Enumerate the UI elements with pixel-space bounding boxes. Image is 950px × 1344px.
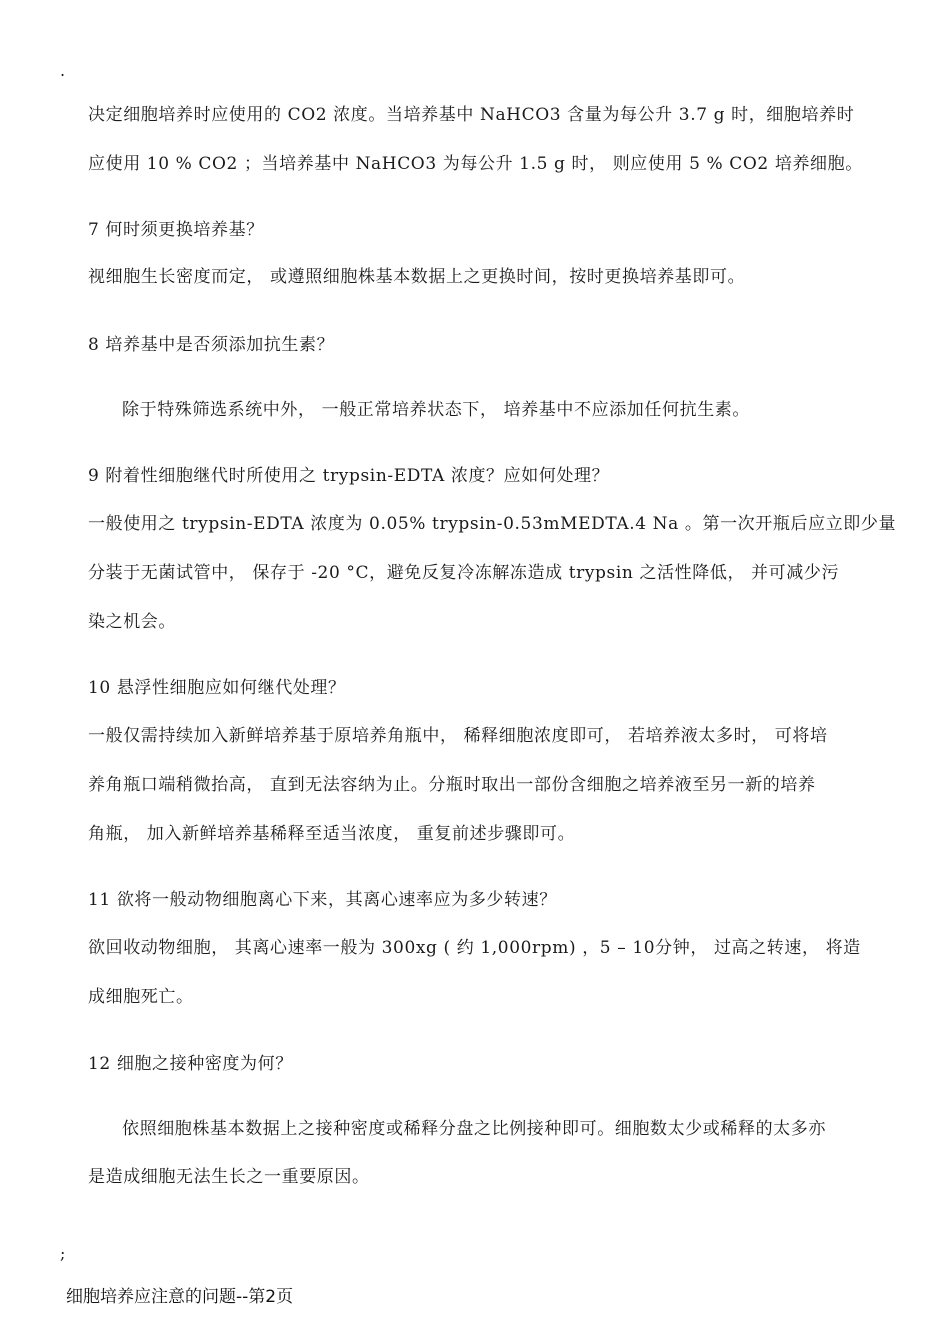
answer-11-line-1: 欲回收动物细胞， 其离心速率一般为 300xg ( 约 1,000rpm) ，5 – 10分钟， 过高之转速， 将造: [88, 938, 861, 958]
bottom-semicolon-mark: ;: [60, 1244, 66, 1263]
paragraph-co2-line-2: 应使用 10 % CO2 ；当培养基中 NaHCO3 为每公升 1.5 g 时， 则应使用 5 % CO2 培养细胞。: [88, 154, 863, 174]
answer-8-line-1: 除于特殊筛选系统中外， 一般正常培养状态下， 培养基中不应添加任何抗生素。: [122, 400, 751, 420]
answer-10-line-1: 一般仅需持续加入新鲜培养基于原培养角瓶中， 稀释细胞浓度即可， 若培养液太多时， 可将培: [88, 726, 828, 746]
answer-7-line-1: 视细胞生长密度而定， 或遵照细胞株基本数据上之更换时间，按时更换培养基即可。: [88, 267, 746, 287]
paragraph-co2-line-1: 决定细胞培养时应使用的 CO2 浓度。当培养基中 NaHCO3 含量为每公升 3.7 g 时，细胞培养时: [88, 105, 855, 125]
page-footer: 细胞培养应注意的问题--第2页: [66, 1287, 294, 1307]
question-12-heading: 12 细胞之接种密度为何？: [88, 1054, 293, 1074]
question-8-heading: 8 培养基中是否须添加抗生素？: [88, 335, 335, 355]
answer-9-line-2: 分装于无菌试管中， 保存于 -20 °C，避免反复冷冻解冻造成 trypsin 之活性降低， 并可减少污: [88, 563, 840, 583]
top-dot-mark: .: [60, 61, 66, 80]
answer-12-line-1: 依照细胞株基本数据上之接种密度或稀释分盘之比例接种即可。细胞数太少或稀释的太多亦: [122, 1119, 826, 1139]
answer-10-line-2: 养角瓶口端稍微抬高， 直到无法容纳为止。分瓶时取出一部份含细胞之培养液至另一新的培养: [88, 775, 816, 795]
question-11-heading: 11 欲将一般动物细胞离心下来，其离心速率应为多少转速？: [88, 890, 557, 910]
answer-9-line-1: 一般使用之 trypsin-EDTA 浓度为 0.05% trypsin-0.53mMEDTA.4 Na 。第一次开瓶后应立即少量: [88, 514, 897, 534]
question-7-heading: 7 何时须更换培养基？: [88, 220, 264, 240]
answer-9-line-3: 染之机会。: [88, 612, 176, 632]
question-10-heading: 10 悬浮性细胞应如何继代处理？: [88, 678, 346, 698]
answer-12-line-2: 是造成细胞无法生长之一重要原因。: [88, 1167, 370, 1187]
answer-10-line-3: 角瓶， 加入新鲜培养基稀释至适当浓度， 重复前述步骤即可。: [88, 824, 576, 844]
answer-11-line-2: 成细胞死亡。: [88, 987, 194, 1007]
question-9-heading: 9 附着性细胞继代时所使用之 trypsin-EDTA 浓度？应如何处理？: [88, 466, 610, 486]
